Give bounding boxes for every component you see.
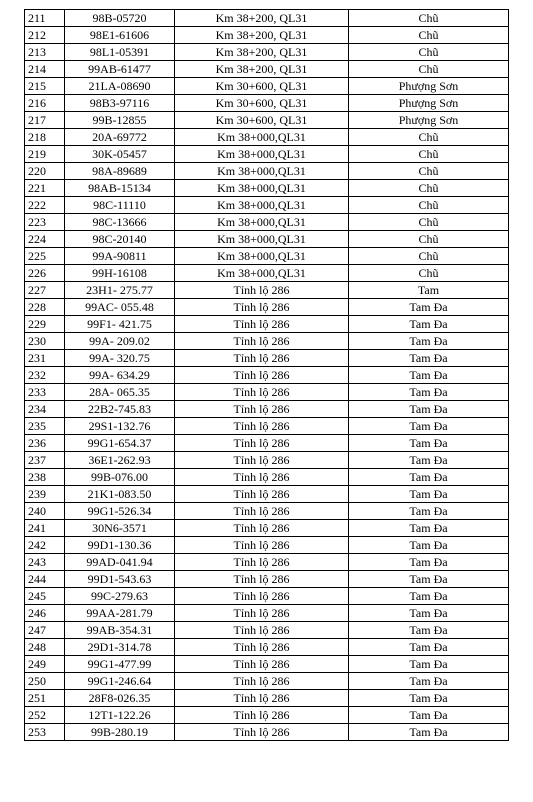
cell-stt: 221: [25, 180, 65, 197]
cell-area: Tam Đa: [349, 588, 509, 605]
table-row: [25, 197, 509, 214]
cell-stt: 249: [25, 656, 65, 673]
table-row: [25, 367, 509, 384]
cell-plate: 20A-69772: [65, 129, 175, 146]
cell-plate: 30K-05457: [65, 146, 175, 163]
table-row: [25, 316, 509, 333]
cell-stt: 226: [25, 265, 65, 282]
cell-area: Chũ: [349, 265, 509, 282]
cell-area: Phượng Sơn: [349, 112, 509, 129]
cell-location: Km 38+000,QL31: [175, 163, 349, 180]
cell-stt: 215: [25, 78, 65, 95]
cell-stt: 223: [25, 214, 65, 231]
cell-stt: 237: [25, 452, 65, 469]
cell-plate: 99AD-041.94: [65, 554, 175, 571]
cell-area: Tam Đa: [349, 435, 509, 452]
table-row: [25, 112, 509, 129]
cell-plate: 98C-11110: [65, 197, 175, 214]
cell-location: Km 38+200, QL31: [175, 27, 349, 44]
cell-area: Tam Đa: [349, 673, 509, 690]
table-row: [25, 656, 509, 673]
table-row: [25, 163, 509, 180]
cell-plate: 99D1-130.36: [65, 537, 175, 554]
table-row: [25, 639, 509, 656]
cell-plate: 99AB-61477: [65, 61, 175, 78]
cell-stt: 212: [25, 27, 65, 44]
cell-plate: 29S1-132.76: [65, 418, 175, 435]
cell-plate: 23H1- 275.77: [65, 282, 175, 299]
table-row: [25, 707, 509, 724]
cell-area: Tam Đa: [349, 469, 509, 486]
cell-area: Phượng Sơn: [349, 78, 509, 95]
cell-stt: 218: [25, 129, 65, 146]
table-row: [25, 146, 509, 163]
cell-plate: 99C-279.63: [65, 588, 175, 605]
cell-area: Chũ: [349, 44, 509, 61]
cell-location: Tỉnh lộ 286: [175, 503, 349, 520]
cell-location: Km 38+000,QL31: [175, 146, 349, 163]
cell-plate: 99B-076.00: [65, 469, 175, 486]
cell-plate: 12T1-122.26: [65, 707, 175, 724]
cell-plate: 99AC- 055.48: [65, 299, 175, 316]
table-row: [25, 418, 509, 435]
table-row: [25, 180, 509, 197]
cell-location: Tỉnh lộ 286: [175, 588, 349, 605]
cell-location: Tỉnh lộ 286: [175, 452, 349, 469]
cell-area: Tam Đa: [349, 401, 509, 418]
table-row: [25, 469, 509, 486]
table-row: [25, 44, 509, 61]
cell-location: Tỉnh lộ 286: [175, 656, 349, 673]
cell-plate: 99G1-654.37: [65, 435, 175, 452]
cell-location: Tỉnh lộ 286: [175, 350, 349, 367]
cell-area: Chũ: [349, 197, 509, 214]
cell-plate: 99A- 320.75: [65, 350, 175, 367]
cell-area: Chũ: [349, 248, 509, 265]
cell-stt: 224: [25, 231, 65, 248]
cell-location: Km 38+000,QL31: [175, 265, 349, 282]
cell-plate: 99G1-246.64: [65, 673, 175, 690]
cell-plate: 22B2-745.83: [65, 401, 175, 418]
table-row: [25, 622, 509, 639]
cell-area: Chũ: [349, 231, 509, 248]
table-row: [25, 214, 509, 231]
cell-stt: 239: [25, 486, 65, 503]
cell-stt: 247: [25, 622, 65, 639]
cell-stt: 232: [25, 367, 65, 384]
cell-area: Tam Đa: [349, 384, 509, 401]
cell-area: Tam Đa: [349, 622, 509, 639]
cell-stt: 236: [25, 435, 65, 452]
cell-plate: 99D1-543.63: [65, 571, 175, 588]
cell-area: Chũ: [349, 10, 509, 27]
cell-plate: 98A-89689: [65, 163, 175, 180]
cell-plate: 99B-12855: [65, 112, 175, 129]
cell-location: Tỉnh lộ 286: [175, 469, 349, 486]
cell-stt: 241: [25, 520, 65, 537]
cell-area: Tam: [349, 282, 509, 299]
cell-area: Tam Đa: [349, 656, 509, 673]
cell-plate: 99A- 634.29: [65, 367, 175, 384]
table-row: [25, 27, 509, 44]
table-row: [25, 248, 509, 265]
cell-area: Tam Đa: [349, 350, 509, 367]
table-row: [25, 95, 509, 112]
cell-area: Tam Đa: [349, 554, 509, 571]
table-row: [25, 10, 509, 27]
cell-stt: 216: [25, 95, 65, 112]
cell-stt: 250: [25, 673, 65, 690]
cell-location: Km 38+200, QL31: [175, 10, 349, 27]
cell-area: Tam Đa: [349, 299, 509, 316]
cell-area: Tam Đa: [349, 452, 509, 469]
cell-area: Tam Đa: [349, 724, 509, 741]
cell-stt: 230: [25, 333, 65, 350]
cell-stt: 251: [25, 690, 65, 707]
cell-area: Tam Đa: [349, 333, 509, 350]
cell-stt: 222: [25, 197, 65, 214]
cell-stt: 227: [25, 282, 65, 299]
cell-location: Km 38+000,QL31: [175, 214, 349, 231]
table-row: [25, 486, 509, 503]
cell-location: Tỉnh lộ 286: [175, 435, 349, 452]
cell-stt: 211: [25, 10, 65, 27]
cell-area: Phượng Sơn: [349, 95, 509, 112]
cell-stt: 240: [25, 503, 65, 520]
cell-plate: 98B3-97116: [65, 95, 175, 112]
table-row: [25, 588, 509, 605]
cell-stt: 234: [25, 401, 65, 418]
cell-location: Km 38+000,QL31: [175, 180, 349, 197]
table-row: [25, 503, 509, 520]
table-row: [25, 384, 509, 401]
cell-location: Tỉnh lộ 286: [175, 639, 349, 656]
cell-area: Chũ: [349, 163, 509, 180]
cell-location: Tỉnh lộ 286: [175, 299, 349, 316]
violation-table: [24, 9, 509, 741]
cell-location: Tỉnh lộ 286: [175, 282, 349, 299]
table-row: [25, 350, 509, 367]
cell-location: Tỉnh lộ 286: [175, 367, 349, 384]
cell-area: Chũ: [349, 180, 509, 197]
cell-location: Tỉnh lộ 286: [175, 673, 349, 690]
cell-plate: 99B-280.19: [65, 724, 175, 741]
table-row: [25, 231, 509, 248]
cell-stt: 248: [25, 639, 65, 656]
cell-plate: 99AA-281.79: [65, 605, 175, 622]
table-row: [25, 333, 509, 350]
cell-plate: 28A- 065.35: [65, 384, 175, 401]
table-row: [25, 452, 509, 469]
cell-location: Km 38+000,QL31: [175, 231, 349, 248]
cell-stt: 244: [25, 571, 65, 588]
cell-location: Tỉnh lộ 286: [175, 537, 349, 554]
cell-stt: 220: [25, 163, 65, 180]
cell-stt: 235: [25, 418, 65, 435]
cell-plate: 30N6-3571: [65, 520, 175, 537]
cell-stt: 217: [25, 112, 65, 129]
cell-plate: 99G1-477.99: [65, 656, 175, 673]
cell-plate: 21LA-08690: [65, 78, 175, 95]
table-row: [25, 129, 509, 146]
cell-plate: 98E1-61606: [65, 27, 175, 44]
cell-plate: 29D1-314.78: [65, 639, 175, 656]
cell-location: Km 38+000,QL31: [175, 248, 349, 265]
cell-location: Km 30+600, QL31: [175, 95, 349, 112]
table-body: [25, 10, 509, 741]
cell-plate: 99G1-526.34: [65, 503, 175, 520]
cell-plate: 98AB-15134: [65, 180, 175, 197]
table-row: [25, 401, 509, 418]
cell-plate: 99AB-354.31: [65, 622, 175, 639]
cell-location: Km 30+600, QL31: [175, 78, 349, 95]
cell-area: Chũ: [349, 129, 509, 146]
cell-location: Tỉnh lộ 286: [175, 724, 349, 741]
cell-area: Tam Đa: [349, 707, 509, 724]
cell-area: Chũ: [349, 214, 509, 231]
cell-location: Tỉnh lộ 286: [175, 384, 349, 401]
cell-location: Tỉnh lộ 286: [175, 571, 349, 588]
cell-area: Tam Đa: [349, 537, 509, 554]
table-row: [25, 554, 509, 571]
cell-stt: 245: [25, 588, 65, 605]
table-row: [25, 571, 509, 588]
cell-location: Km 38+000,QL31: [175, 197, 349, 214]
cell-area: Tam Đa: [349, 503, 509, 520]
cell-location: Km 38+200, QL31: [175, 44, 349, 61]
cell-stt: 231: [25, 350, 65, 367]
cell-area: Tam Đa: [349, 486, 509, 503]
cell-area: Tam Đa: [349, 316, 509, 333]
cell-area: Tam Đa: [349, 639, 509, 656]
cell-plate: 99H-16108: [65, 265, 175, 282]
cell-area: Tam Đa: [349, 520, 509, 537]
table-row: [25, 537, 509, 554]
cell-stt: 246: [25, 605, 65, 622]
cell-area: Tam Đa: [349, 418, 509, 435]
cell-area: Tam Đa: [349, 690, 509, 707]
cell-area: Tam Đa: [349, 605, 509, 622]
cell-area: Tam Đa: [349, 367, 509, 384]
table-row: [25, 724, 509, 741]
cell-location: Tỉnh lộ 286: [175, 605, 349, 622]
cell-stt: 238: [25, 469, 65, 486]
cell-stt: 233: [25, 384, 65, 401]
cell-plate: 28F8-026.35: [65, 690, 175, 707]
cell-stt: 214: [25, 61, 65, 78]
table-row: [25, 282, 509, 299]
cell-stt: 219: [25, 146, 65, 163]
cell-plate: 98C-20140: [65, 231, 175, 248]
cell-location: Km 38+000,QL31: [175, 129, 349, 146]
cell-stt: 213: [25, 44, 65, 61]
table-row: [25, 605, 509, 622]
cell-plate: 98L1-05391: [65, 44, 175, 61]
cell-location: Tỉnh lộ 286: [175, 707, 349, 724]
table-row: [25, 690, 509, 707]
cell-area: Tam Đa: [349, 571, 509, 588]
cell-plate: 98C-13666: [65, 214, 175, 231]
cell-location: Tỉnh lộ 286: [175, 690, 349, 707]
cell-area: Chũ: [349, 146, 509, 163]
table-row: [25, 61, 509, 78]
cell-location: Tỉnh lộ 286: [175, 333, 349, 350]
table-row: [25, 520, 509, 537]
cell-stt: 228: [25, 299, 65, 316]
cell-stt: 252: [25, 707, 65, 724]
cell-location: Km 38+200, QL31: [175, 61, 349, 78]
cell-location: Tỉnh lộ 286: [175, 316, 349, 333]
cell-plate: 21K1-083.50: [65, 486, 175, 503]
cell-location: Km 30+600, QL31: [175, 112, 349, 129]
cell-area: Chũ: [349, 61, 509, 78]
cell-plate: 99F1- 421.75: [65, 316, 175, 333]
table-row: [25, 435, 509, 452]
cell-location: Tỉnh lộ 286: [175, 418, 349, 435]
cell-plate: 99A-90811: [65, 248, 175, 265]
table-row: [25, 673, 509, 690]
cell-stt: 243: [25, 554, 65, 571]
cell-location: Tỉnh lộ 286: [175, 622, 349, 639]
cell-location: Tỉnh lộ 286: [175, 401, 349, 418]
cell-area: Chũ: [349, 27, 509, 44]
cell-plate: 36E1-262.93: [65, 452, 175, 469]
cell-location: Tỉnh lộ 286: [175, 520, 349, 537]
table-row: [25, 265, 509, 282]
cell-stt: 242: [25, 537, 65, 554]
cell-stt: 229: [25, 316, 65, 333]
cell-stt: 253: [25, 724, 65, 741]
cell-location: Tỉnh lộ 286: [175, 554, 349, 571]
cell-plate: 99A- 209.02: [65, 333, 175, 350]
table-row: [25, 78, 509, 95]
cell-location: Tỉnh lộ 286: [175, 486, 349, 503]
cell-plate: 98B-05720: [65, 10, 175, 27]
table-row: [25, 299, 509, 316]
cell-stt: 225: [25, 248, 65, 265]
